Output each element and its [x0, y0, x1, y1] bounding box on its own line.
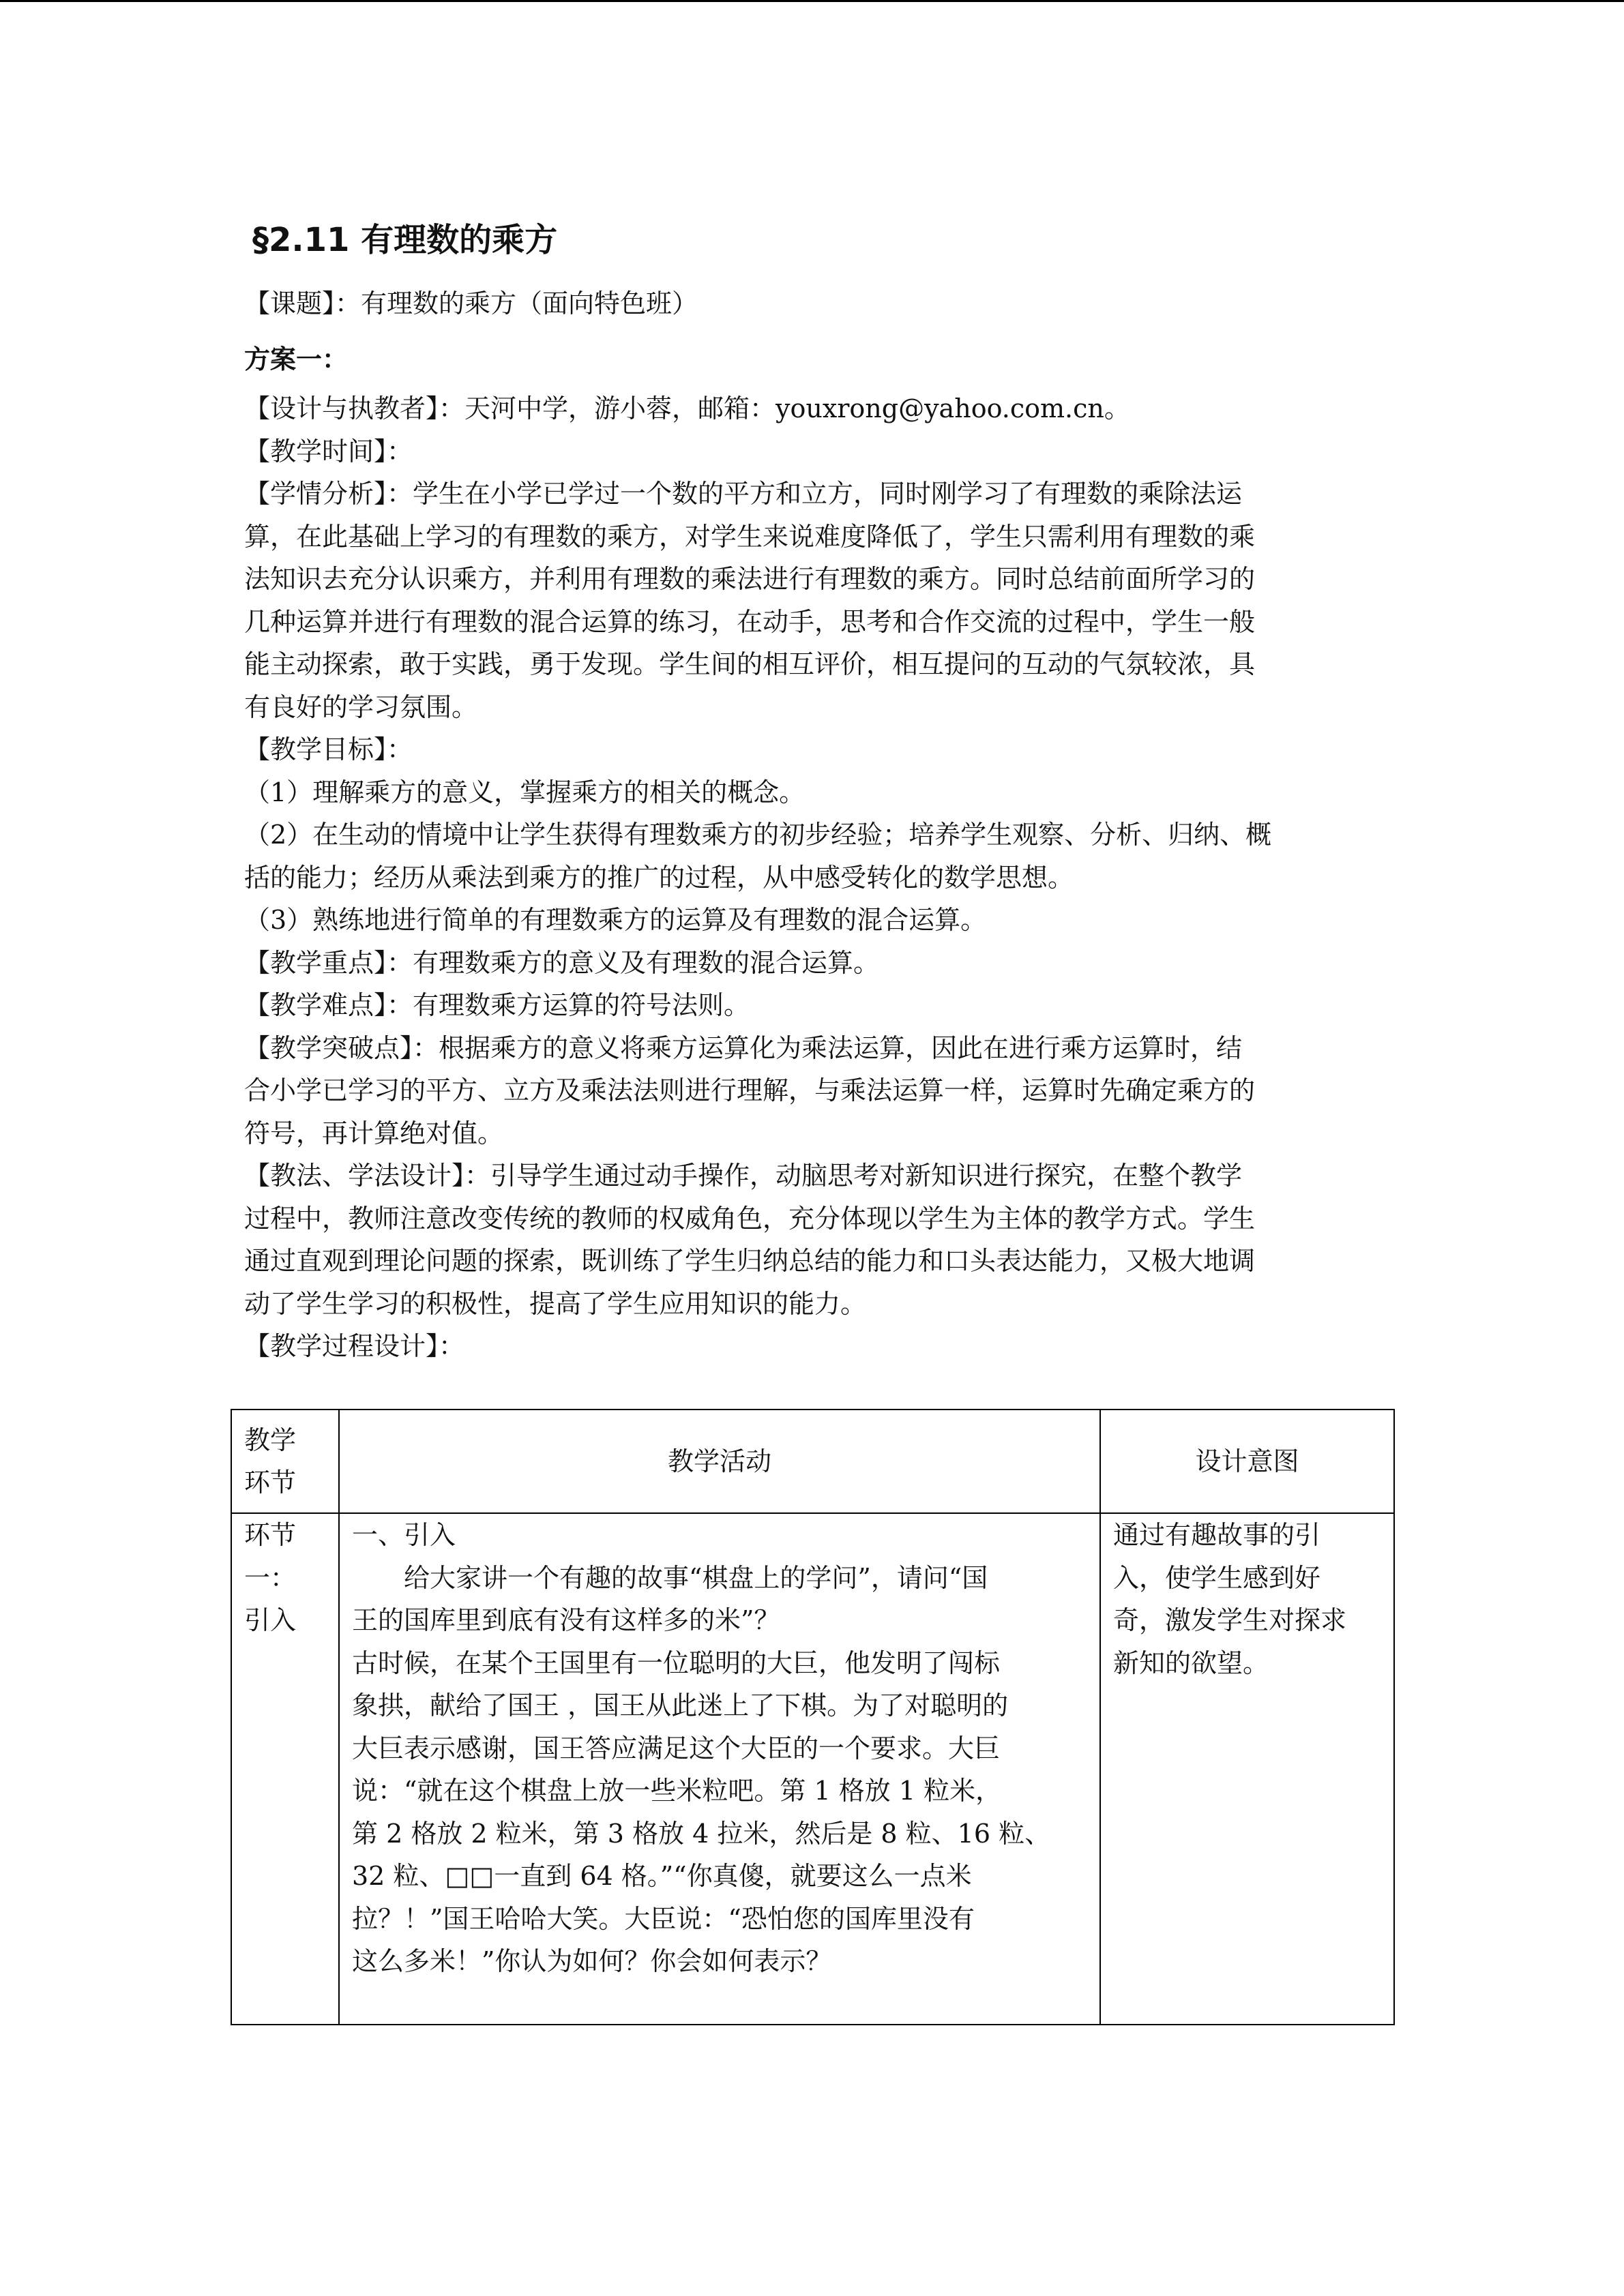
- activity-line: 拉？！”国王哈哈大笑。大臣说：“恐怕您的国库里没有: [352, 1903, 975, 1934]
- intent-cell: [1100, 1513, 1394, 2025]
- goals-label: 【教学目标】：: [244, 734, 413, 764]
- header-stage-line: 环节: [244, 1467, 297, 1497]
- activity-line: 给大家讲一个有趣的故事“棋盘上的学问”，请问“国: [404, 1562, 988, 1593]
- stage-line: 引入: [244, 1605, 297, 1635]
- analysis-line: 算，在此基础上学习的有理数的乘方，对学生来说难度降低了，学生只需利用有理数的乘: [244, 521, 1256, 552]
- intent-line: 新知的欲望。: [1113, 1648, 1269, 1678]
- breakthrough-paragraph: [244, 1027, 1387, 1155]
- method-line: 动了学生学习的积极性，提高了学生应用知识的能力。: [244, 1288, 867, 1319]
- document-body: [244, 205, 1387, 1368]
- top-border-line: [0, 0, 1624, 2]
- difficulty-line: 【教学难点】：有理数乘方运算的符号法则。: [244, 990, 750, 1020]
- intent-line: 奇，激发学生对探求: [1113, 1605, 1347, 1635]
- activity-line: 32 粒、□□一直到 64 格。”“你真傻，就要这么一点米: [352, 1861, 972, 1891]
- activity-line: 说：“就在这个棋盘上放一些米粒吧。第 1 格放 1 粒米，: [352, 1776, 1002, 1806]
- intent-line: 通过有趣故事的引: [1113, 1520, 1321, 1550]
- header-stage-cell: [231, 1410, 339, 1513]
- key-point-line: 【教学重点】：有理数乘方的意义及有理数的混合运算。: [244, 947, 880, 978]
- analysis-line: 【学情分析】：学生在小学已学过一个数的平方和立方，同时刚学习了有理数的乘除法运: [244, 479, 1243, 509]
- plan-label: 方案一：: [244, 344, 349, 374]
- header-activity-cell: 教学活动: [339, 1410, 1100, 1513]
- teaching-time-line: 【教学时间】：: [244, 436, 413, 466]
- method-paragraph: [244, 1154, 1387, 1325]
- activity-line: 这么多米！”你认为如何？你会如何表示？: [352, 1946, 832, 1976]
- activity-line: 大巨表示感谢，国王答应满足这个大臣的一个要求。大巨: [352, 1733, 1001, 1763]
- activity-line: 古时候，在某个王国里有一位聪明的大巨，他发明了闯标: [352, 1648, 1001, 1678]
- activity-line: 第 2 格放 2 粒米，第 3 格放 4 拉米，然后是 8 粒、16 粒、: [352, 1818, 1051, 1849]
- stage-line: 一：: [244, 1562, 297, 1593]
- process-label: 【教学过程设计】：: [244, 1331, 465, 1361]
- analysis-line: 有良好的学习氛围。: [244, 691, 478, 722]
- activity-line: 王的国库里到底有没有这样多的米”？: [352, 1605, 780, 1635]
- method-line: 过程中，教师注意改变传统的教师的权威角色，充分体现以学生为主体的教学方式。学生: [244, 1203, 1256, 1234]
- teaching-process-table: [231, 1409, 1395, 2025]
- goal-2: [244, 814, 1387, 899]
- activity-line: 象拱，献给了国王 ，国王从此迷上了下棋。为了对聪明的: [352, 1690, 1009, 1720]
- header-intent-cell: 设计意图: [1100, 1410, 1394, 1513]
- analysis-line: 几种运算并进行有理数的混合运算的练习，在动手，思考和合作交流的过程中，学生一般: [244, 606, 1256, 637]
- breakthrough-line: 符号，再计算绝对值。: [244, 1118, 504, 1148]
- goal-2-line: 括的能力；经历从乘法到乘方的推广的过程，从中感受转化的数学思想。: [244, 862, 1074, 893]
- activity-cell: [339, 1513, 1100, 2025]
- page-title: §2.11 有理数的乘方: [252, 221, 558, 259]
- stage-cell: [231, 1513, 339, 2025]
- analysis-line: 能主动探索，敢于实践，勇于发现。学生间的相互评价，相互提问的互动的气氛较浓，具: [244, 649, 1256, 679]
- table-header-row: [231, 1410, 1394, 1513]
- analysis-line: 法知识去充分认识乘方，并利用有理数的乘法进行有理数的乘方。同时总结前面所学习的: [244, 564, 1256, 594]
- table-row: [231, 1513, 1394, 2025]
- goal-2-line: （2）在生动的情境中让学生获得有理数乘方的初步经验；培养学生观察、分析、归纳、概: [244, 820, 1272, 850]
- designer-line: 【设计与执教者】：天河中学，游小蓉，邮箱：youxrong@yahoo.com.cn。: [244, 393, 1130, 423]
- header-stage-line: 教学: [244, 1425, 297, 1455]
- goal-3: （3）熟练地进行简单的有理数乘方的运算及有理数的混合运算。: [244, 905, 987, 935]
- method-line: 【教法、学法设计】：引导学生通过动手操作，动脑思考对新知识进行探究，在整个教学: [244, 1161, 1243, 1191]
- subject-line: 【课题】：有理数的乘方（面向特色班）: [244, 288, 698, 318]
- breakthrough-line: 合小学已学习的平方、立方及乘法法则进行理解，与乘法运算一样，运算时先确定乘方的: [244, 1075, 1256, 1105]
- method-line: 通过直观到理论问题的探索，既训练了学生归纳总结的能力和口头表达能力，又极大地调: [244, 1246, 1256, 1276]
- breakthrough-line: 【教学突破点】：根据乘方的意义将乘方运算化为乘法运算，因此在进行乘方运算时，结: [244, 1032, 1243, 1063]
- intent-line: 入，使学生感到好: [1113, 1562, 1321, 1593]
- goal-1: （1）理解乘方的意义，掌握乘方的相关的概念。: [244, 777, 806, 807]
- stage-line: 环节: [244, 1520, 297, 1550]
- activity-heading: 一、引入: [352, 1520, 456, 1550]
- analysis-paragraph: [244, 473, 1387, 728]
